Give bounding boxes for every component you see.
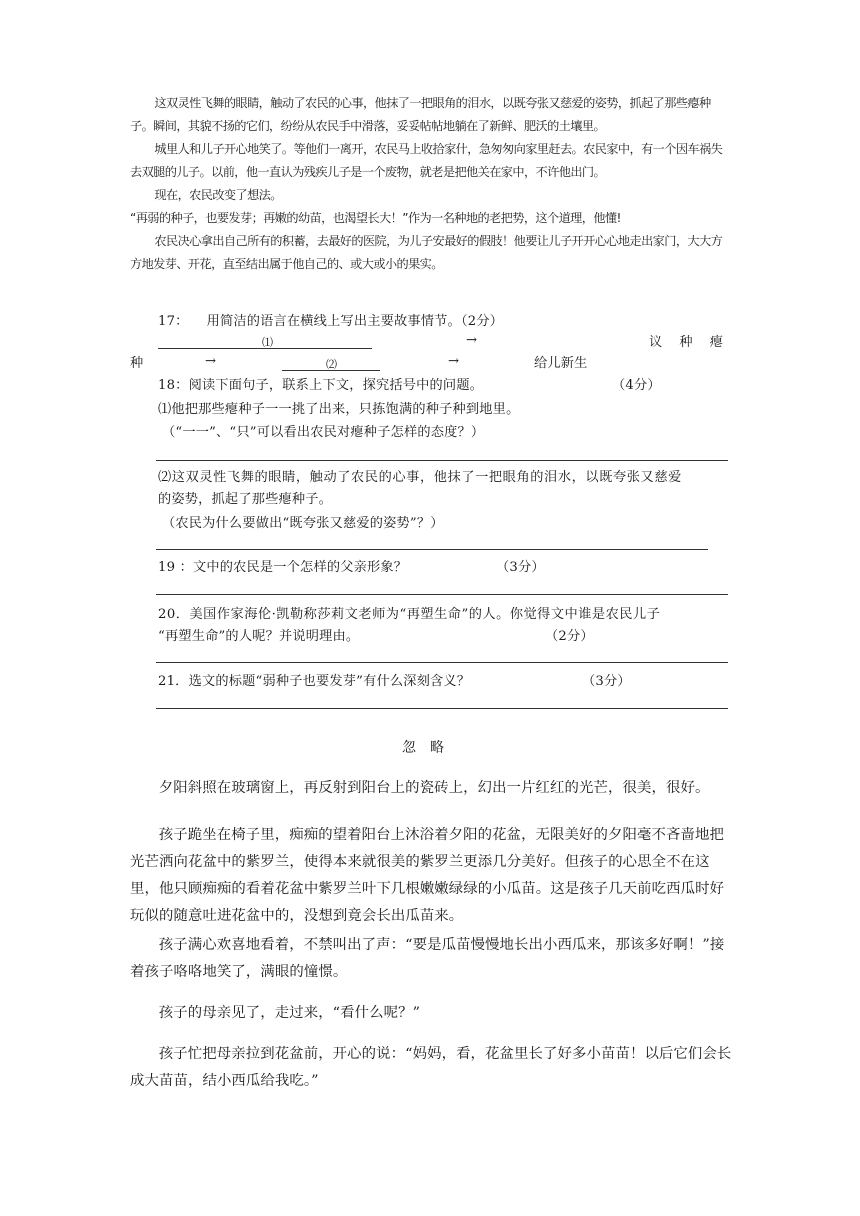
question-20-line-2: “再塑生命”的人呢？并说明理由。 (158, 629, 360, 644)
answer-line-18-1[interactable] (156, 460, 728, 461)
question-18-score: （4分） (612, 378, 661, 393)
answer-line-21[interactable] (156, 708, 728, 709)
question-18-sentence-1: ⑴他把那些瘪种子一一挑了出来，只拣饱满的种子种到地里。 (158, 402, 520, 417)
answer-line-18-2[interactable] (156, 549, 708, 550)
story-paragraph-3 (130, 932, 734, 986)
question-21-score: （3分） (582, 674, 631, 689)
arrow-icon: → (448, 354, 460, 369)
arrow-icon: → (205, 354, 217, 369)
plot-item-end: 给儿新生 (534, 356, 588, 371)
passage-paragraph: “再弱的种子，也要发芽；再嫩的幼苗，也渴望长大！”作为一名种地的老把势，这个道理，他懂! (130, 211, 621, 225)
question-21-text: 21．选文的标题“弱种子也要发芽”有什么深刻含义？ (158, 674, 471, 689)
story-paragraph: 夕阳斜照在玻璃窗上，再反射到阳台上的瓷砖上，幻出一片红红的光芒，很美，很好。 (158, 780, 710, 796)
plot-item-a: 议 种 瘪 (649, 335, 725, 350)
plot-item-a-cont: 种 (130, 356, 144, 371)
passage-title: 忽略 (402, 740, 458, 756)
blank-1-label: ⑴ (262, 336, 274, 349)
question-19-score: （3分） (496, 560, 545, 575)
story-paragraph-2 (130, 822, 734, 930)
question-17-text: 用简洁的语言在横线上写出主要故事情节。（2分） (206, 314, 504, 329)
story-paragraph-4 (130, 1000, 734, 1027)
story-paragraph: 孩子满心欢喜地看着，不禁叫出了声：“要是瓜苗慢慢地长出小西瓜来，那该多好啊！”接着孩子咯咯地笑了，满眼的憧憬。 (130, 937, 725, 980)
question-19-text: 19 ：文中的农民是一个怎样的父亲形象？ (158, 560, 408, 575)
question-18-prompt-1: （“一一”、“只”可以看出农民对瘪种子怎样的态度？） (162, 425, 485, 440)
passage-paragraph: 农民决心拿出自己所有的积蓄，去最好的医院，为儿子安最好的假肢！他要让儿子开开心心地走出家门，大大方方地发芽、开花，直至结出属于他自己的、或大或小的果实。 (130, 234, 723, 271)
question-20-line-1: 20．美国作家海伦·凯勒称莎莉文老师为“再塑生命”的人。你觉得文中谁是农民儿子 (158, 607, 661, 622)
story-paragraph: 孩子的母亲见了，走过来，“看什么呢？” (158, 1005, 421, 1021)
story-paragraph: 孩子忙把母亲拉到花盆前，开心的说：“妈妈，看，花盆里长了好多小苗苗！以后它们会长成大苗苗，结小西瓜给我吃。” (130, 1046, 732, 1089)
question-18-prompt-2: （农民为什么要做出“既夸张又慈爱的姿势”？） (162, 516, 444, 531)
question-18-text: 18：阅读下面句子，联系上下文，探究括号中的问题。 (158, 378, 484, 393)
passage-paragraph: 现在，农民改变了想法。 (154, 188, 282, 202)
story-paragraph: 孩子跪坐在椅子里，痴痴的望着阳台上沐浴着夕阳的花盆，无限美好的夕阳毫不吝啬地把光芒洒向花盆中的紫罗兰，使得本来就很美的紫罗兰更添几分美好。但孩子的心思全不在这里，他只顾痴痴的看着花盆中紫罗兰叶下几根嫩嫩绿绿的小瓜苗。这是孩子几天前吃西瓜时好玩似的随意吐进花盆中的，没想到竟会长出瓜苗来。 (130, 827, 725, 924)
passage-paragraph: 这双灵性飞舞的眼睛，触动了农民的心事，他抹了一把眼角的泪水，以既夸张又慈爱的姿势，抓起了那些瘪种子。瞬间，其貌不扬的它们，纷纷从农民手中滑落，妥妥帖帖地躺在了新鲜、肥沃的土壤里。 (130, 96, 711, 133)
question-18-sentence-2: ⑵这双灵性飞舞的眼睛，触动了农民的心事，他抹了一把眼角的泪水，以既夸张又慈爱 (158, 470, 682, 485)
story-paragraph-5 (130, 1041, 734, 1095)
question-20-score: （2分） (545, 629, 594, 644)
arrow-icon: → (466, 333, 478, 348)
reading-passage (130, 92, 730, 276)
story-paragraph-1 (130, 775, 734, 802)
passage-paragraph: 城里人和儿子开心地笑了。等他们一离开，农民马上收拾家什，急匆匆向家里赶去。农民家中，有一个因车祸失去双腿的儿子。以前，他一直认为残疾儿子是一个废物，就老是把他关在家中，不许他出门。 (130, 142, 723, 179)
answer-line-19[interactable] (156, 594, 728, 595)
question-17 (158, 312, 503, 332)
blank-2-label: ⑵ (326, 358, 338, 371)
question-17-number: 17： (158, 314, 189, 329)
answer-line-20[interactable] (156, 662, 728, 663)
question-18-sentence-2-cont: 的姿势，抓起了那些瘪种子。 (158, 492, 333, 507)
